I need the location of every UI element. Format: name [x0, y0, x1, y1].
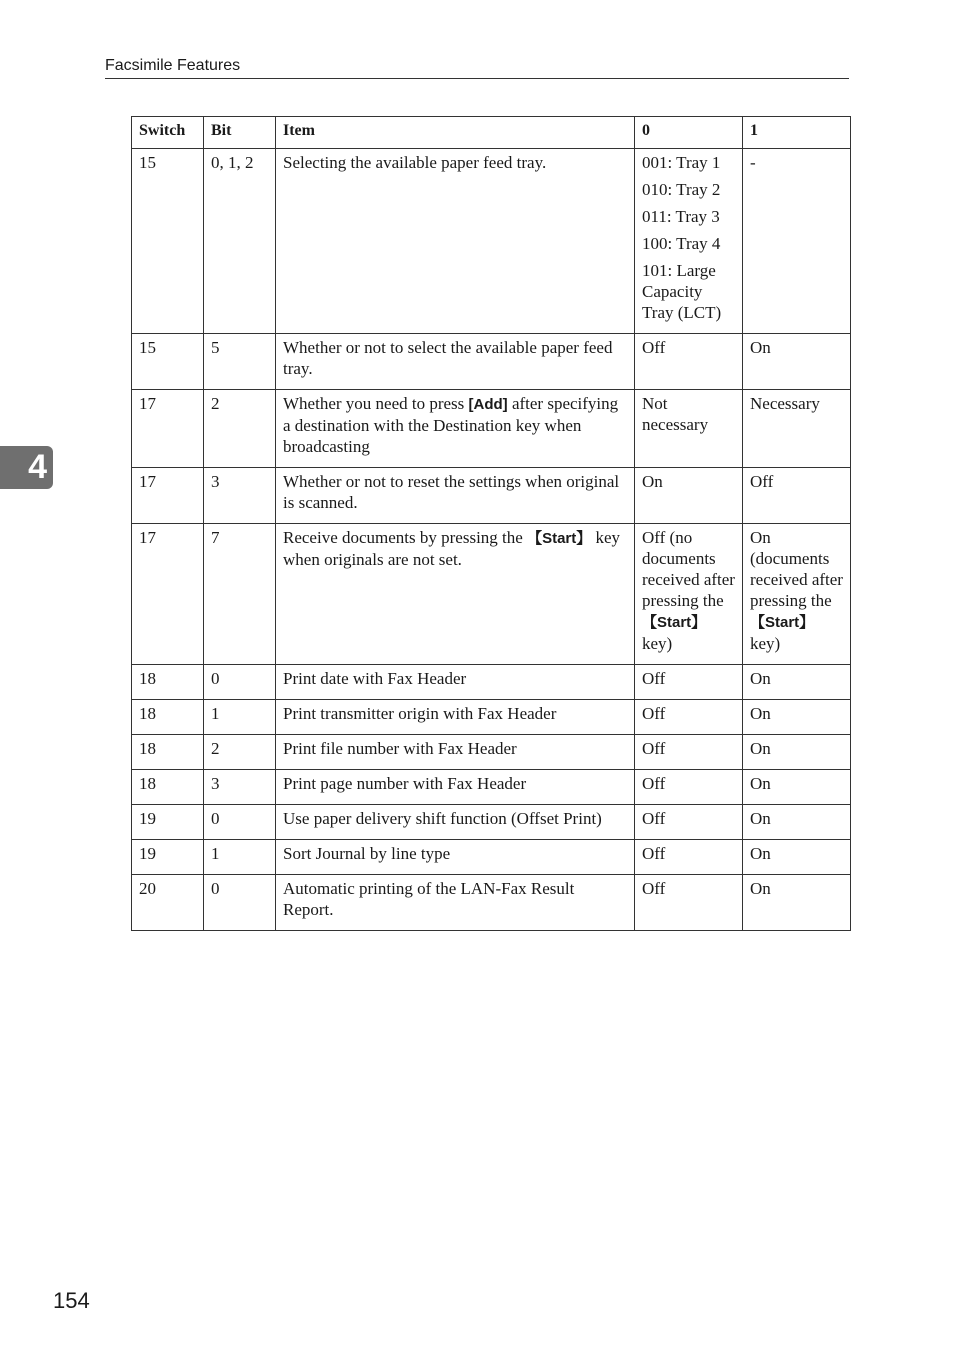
switch-cell: 18 — [132, 735, 204, 770]
table-row — [132, 149, 851, 334]
value-0-cell: Off — [635, 840, 743, 875]
item-cell: Print date with Fax Header — [276, 665, 635, 700]
header-rule — [105, 78, 849, 79]
table-row — [132, 700, 851, 735]
start-key-label: 【Start】 — [527, 530, 592, 547]
chapter-tab: 4 — [0, 446, 53, 489]
bit-cell: 0 — [204, 805, 276, 840]
item-text: Whether you need to press — [283, 394, 469, 413]
column-header-switch: Switch — [132, 117, 204, 149]
bit-cell: 2 — [204, 735, 276, 770]
item-cell: Use paper delivery shift function (Offset Print) — [276, 805, 635, 840]
bit-cell: 3 — [204, 770, 276, 805]
value-text: key) — [642, 634, 673, 653]
bit-cell: 7 — [204, 524, 276, 665]
bit-cell: 1 — [204, 840, 276, 875]
bit-cell: 1 — [204, 700, 276, 735]
item-cell: Whether or not to select the available paper feed tray. — [276, 334, 635, 390]
value-1-cell: On — [743, 770, 851, 805]
tray-option: 010: Tray 2 — [642, 180, 721, 199]
item-cell: Selecting the available paper feed tray. — [276, 149, 635, 334]
switch-settings-table — [131, 116, 851, 931]
value-text: Off (no documents received after pressing the — [642, 528, 735, 610]
switch-cell: 17 — [132, 524, 204, 665]
column-header-item: Item — [276, 117, 635, 149]
value-1-cell: Off — [743, 468, 851, 524]
page-number: 154 — [53, 1288, 90, 1313]
item-cell — [276, 524, 635, 665]
tray-option: 101: Large Capacity Tray (LCT) — [642, 261, 722, 322]
table-row — [132, 524, 851, 665]
bit-cell: 0 — [204, 875, 276, 931]
item-cell: Print transmitter origin with Fax Header — [276, 700, 635, 735]
value-0-cell: Off — [635, 735, 743, 770]
bit-cell: 3 — [204, 468, 276, 524]
table-row — [132, 805, 851, 840]
value-0-cell: Off — [635, 334, 743, 390]
value-1-cell: On — [743, 840, 851, 875]
table-row — [132, 840, 851, 875]
value-1-cell: On — [743, 735, 851, 770]
value-text: key) — [750, 634, 781, 653]
table-row — [132, 334, 851, 390]
item-cell: Sort Journal by line type — [276, 840, 635, 875]
switch-cell: 19 — [132, 840, 204, 875]
switch-cell: 19 — [132, 805, 204, 840]
tray-option: 001: Tray 1 — [642, 153, 721, 172]
value-0-cell: On — [635, 468, 743, 524]
bit-cell: 0, 1, 2 — [204, 149, 276, 334]
switch-cell: 15 — [132, 334, 204, 390]
value-0-cell: Off — [635, 700, 743, 735]
value-1-cell: On — [743, 805, 851, 840]
value-1-cell: On — [743, 875, 851, 931]
start-key-label: 【Start】 — [642, 614, 707, 631]
switch-cell: 18 — [132, 770, 204, 805]
start-key-label: 【Start】 — [750, 614, 815, 631]
value-1-cell: On — [743, 700, 851, 735]
value-0-cell: Off — [635, 665, 743, 700]
table-row — [132, 770, 851, 805]
bit-cell: 2 — [204, 390, 276, 468]
value-0-cell: Off — [635, 770, 743, 805]
column-header-0: 0 — [635, 117, 743, 149]
value-0-cell: Off — [635, 875, 743, 931]
value-text: On (documents received after pressing the — [750, 528, 843, 610]
switch-cell: 18 — [132, 700, 204, 735]
value-0-cell: Not necessary — [635, 390, 743, 468]
tray-option: 100: Tray 4 — [642, 234, 721, 253]
table-header-row — [132, 117, 851, 149]
item-cell: Print file number with Fax Header — [276, 735, 635, 770]
bit-cell: 5 — [204, 334, 276, 390]
value-1-cell: On — [743, 334, 851, 390]
item-text: key when originals are not set. — [283, 528, 621, 569]
switch-cell: 15 — [132, 149, 204, 334]
table-row — [132, 875, 851, 931]
tray-option: 011: Tray 3 — [642, 207, 720, 226]
item-cell: Whether or not to reset the settings when original is scanned. — [276, 468, 635, 524]
value-0-cell: Off — [635, 805, 743, 840]
value-0-cell — [635, 524, 743, 665]
table-row — [132, 735, 851, 770]
switch-cell: 17 — [132, 390, 204, 468]
table-row — [132, 468, 851, 524]
item-text: after specifying a destination with the Destination key when broadcasting — [283, 394, 619, 456]
value-1-cell: Necessary — [743, 390, 851, 468]
value-1-cell: On — [743, 665, 851, 700]
item-cell — [276, 390, 635, 468]
value-1-cell: - — [743, 149, 851, 334]
table-row — [132, 665, 851, 700]
bit-cell: 0 — [204, 665, 276, 700]
value-1-cell — [743, 524, 851, 665]
column-header-1: 1 — [743, 117, 851, 149]
table-row — [132, 390, 851, 468]
switch-cell: 17 — [132, 468, 204, 524]
item-text: Receive documents by pressing the — [283, 528, 528, 547]
switch-cell: 18 — [132, 665, 204, 700]
column-header-bit: Bit — [204, 117, 276, 149]
switch-cell: 20 — [132, 875, 204, 931]
item-cell: Automatic printing of the LAN-Fax Result Report. — [276, 875, 635, 931]
running-header: Facsimile Features — [105, 57, 241, 74]
add-key-label: [Add] — [468, 396, 508, 413]
value-0-cell — [635, 149, 743, 334]
item-cell: Print page number with Fax Header — [276, 770, 635, 805]
